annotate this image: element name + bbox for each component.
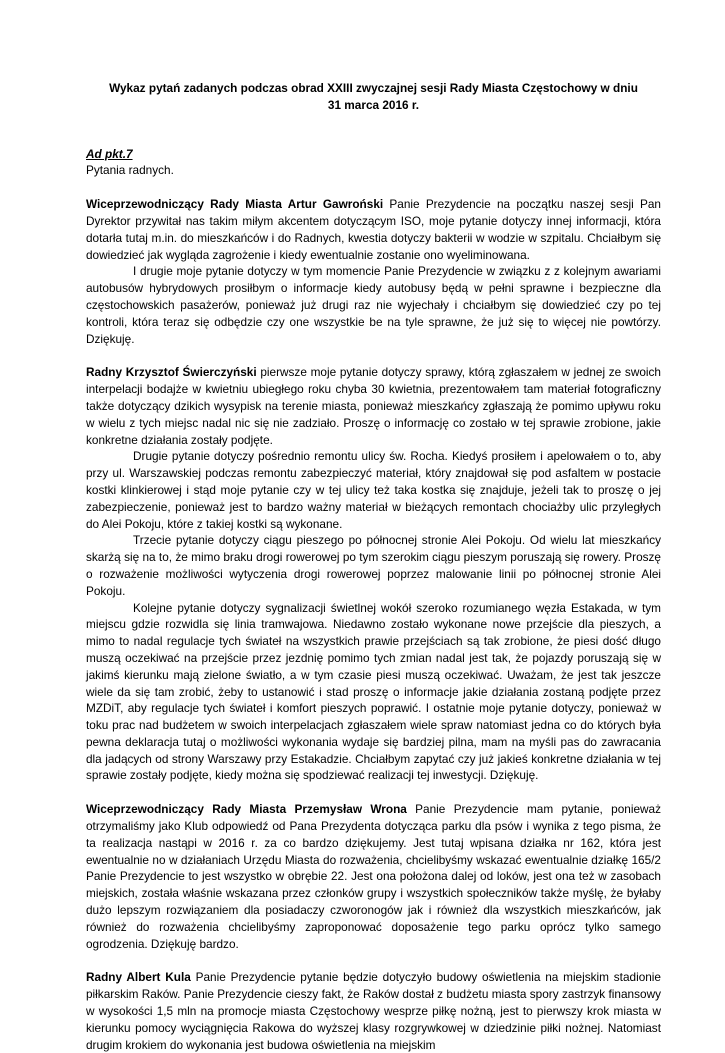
speaker-name: Radny Krzysztof Świerczyński <box>86 365 257 380</box>
question-paragraph: Drugie pytanie dotyczy pośrednio remontu ulicy św. Rocha. Kiedyś prosiłem i apelowałem o to, aby przy ul. Warszawskiej podczas remontu zabezpieczyć materiał, który znajdował się pod asfaltem w postacie kostki klinkierowej i stąd moje pytanie czy w tej ulicy też taka kostka się znajduje, jeżeli tak to proszę o jej zabezpieczenie, ponieważ jest to bardzo ważny materiał w bieżących remontach chociażby ulic przyległych do Alei Pokoju, które z takiej kostki są wykonane. <box>86 449 661 531</box>
question-text: pierwsze moje pytanie dotyczy sprawy, którą zgłaszałem w jednej ze swoich interpelacji bodajże w kwietniu ubiegłego roku chyba 30 kwietnia, prezentowałem tam materiał fotograficzny także dotyczący dzikich wysypisk na terenie miasta, ponieważ mieszkańcy zgłaszają że pomimo upływu roku w wielu z tych miejsc nadal nic się nie zadziało. Proszę o informację co zostało w tej sprawie zrobione, jakie konkretne działania zostały podjęte. <box>86 365 661 447</box>
agenda-block <box>86 146 661 180</box>
question-text: Panie Prezydencie pytanie będzie dotyczyło budowy oświetlenia na miejskim stadionie piłkarskim Raków. Panie Prezydencie cieszy fakt, że Raków dostał z budżetu miasta spory zastrzyk finansowy w wysokości 1,5 mln na promocje miasta Częstochowy wesprze piłkę nożną, jest to pierwszy krok miasta w kierunku pomocy wyciągnięcia Rakowa do wyższej klasy rozgrywkowej w dziedzinie piłki nożnej. Natomiast drugim krokiem do wykonania jest budowa oświetlenia na miejskim <box>86 970 661 1052</box>
question-paragraph <box>86 969 661 1053</box>
agenda-item: Ad pkt.7 <box>86 146 133 161</box>
question-section <box>86 196 661 347</box>
speaker-name: Radny Albert Kula <box>86 970 191 985</box>
question-text: Panie Prezydencie na początku naszej sesji Pan Dyrektor przywitał nas takim miłym akcentem dotyczącym ISO, moje pytanie dotyczy innej informacji, która dotarła tutaj m.in. do mieszkańców i do Radnych, kwestia dotyczy bakterii w wodzie w szpitalu. Chciałbym się dowiedzieć jak wygląda zagrożenie i kiedy ewentualnie zostanie ono wyeliminowana. <box>86 197 661 262</box>
title-line-1: Wykaz pytań zadanych podczas obrad XXIII zwyczajnej sesji Rady Miasta Częstochowy w dniu <box>109 81 638 95</box>
question-paragraph <box>86 801 661 952</box>
question-paragraph: I drugie moje pytanie dotyczy w tym momencie Panie Prezydencie w związku z z kolejnym awariami autobusów hybrydowych prosiłbym o informacje kiedy autobusy będą w pełni sprawne i bezpieczne dla częstochowskich pasażerów, ponieważ już drugi raz nie wyjechały i chciałbym się dowiedzieć czy po tej kontroli, która teraz się odbędzie czy one wszystkie be na tyle sprawne, że już się to więcej nie powtórzy. Dziękuję. <box>86 264 661 346</box>
question-paragraph <box>86 196 661 263</box>
question-text: Panie Prezydencie mam pytanie, ponieważ otrzymaliśmy jako Klub odpowiedź od Pana Prezydenta dotycząca parku dla psów i wynika z tego pisma, że ta realizacja nastąpi w 2016 r. za co bardzo dziękujemy. Jest tutaj wpisana działka nr 162, która jest ewentualnie no w działaniach Urzędu Miasta do rozważenia, chcielibyśmy wskazać ewentualnie działkę 165/2 Panie Prezydencie to jest wszystko w obrębie 22. Jest ona położona dalej od loków, jest ona też w zasobach miejskich, została właśnie wskazana przez członków grupy i wszystkich społeczników także myślę, że byłaby dużo lepszym rozwiązaniem dla posiadaczy czworonogów jak i również dla wszystkich mieszkańców, jak również do rozważenia chcielibyśmy zaproponować doposażenie tego parku oprócz tylko samego ogrodzenia. Dziękuję bardzo. <box>86 802 661 951</box>
document-title <box>86 80 661 114</box>
question-paragraph <box>86 364 661 448</box>
question-paragraph: Trzecie pytanie dotyczy ciągu pieszego po północnej stronie Alei Pokoju. Od wielu lat mieszkańcy skarżą się na to, że mimo braku drogi rowerowej po tym szerokim ciągu pieszym poruszają się rowery. Proszę o rozważenie możliwości wytyczenia drogi rowerowej poprzez malowanie linii po północnej stronie Alei Pokoju. <box>86 533 661 598</box>
question-section <box>86 969 661 1053</box>
agenda-description: Pytania radnych. <box>86 163 174 178</box>
speaker-name: Wiceprzewodniczący Rady Miasta Artur Gawroński <box>86 197 384 212</box>
title-line-2: 31 marca 2016 r. <box>327 97 420 112</box>
question-section <box>86 364 661 784</box>
question-section <box>86 801 661 952</box>
question-paragraph: Kolejne pytanie dotyczy sygnalizacji świetlnej wokół szeroko rozumianego węzła Estakada, w tym miejscu gdzie rozwidla się linia tramwajowa. Niedawno zostało wykonane nowe przejście dla pieszych, a mimo to nadal regulacje tych świateł na wszystkich prawie przejściach są tak zrobione, że piesi dość długo muszą oczekiwać na przejście przez jezdnię pomimo tych zmian nadal jest tak, że pojazdy poruszają się w jakimś kierunku mają zielone światło, a w tym czasie piesi muszą oczekiwać. Uważam, że jest tak jeszcze wiele da się tam zrobić, żeby to ustanowić i stad proszę o informacje jakie działania zostaną podjęte przez MZDiT, aby regulacje tych świateł i komfort pieszych poprawić. I ostatnie moje pytanie dotyczy, ponieważ w toku prac nad budżetem w swoich interpelacjach zgłaszałem wiele spraw natomiast jedna co do których była pewna deklaracja tutaj o możliwości wykonania wydaje się bardziej pilna, mam na myśli pas do zawracania dla jadących od strony Warszawy przy Estakadzie. Chciałbym zapytać czy już jakieś konkretne działania w tej sprawie zostały podjęte, kiedy można się spodziewać realizacji tej inwestycji. Dziękuję. <box>86 600 661 783</box>
speaker-name: Wiceprzewodniczący Rady Miasta Przemysław Wrona <box>86 802 407 817</box>
